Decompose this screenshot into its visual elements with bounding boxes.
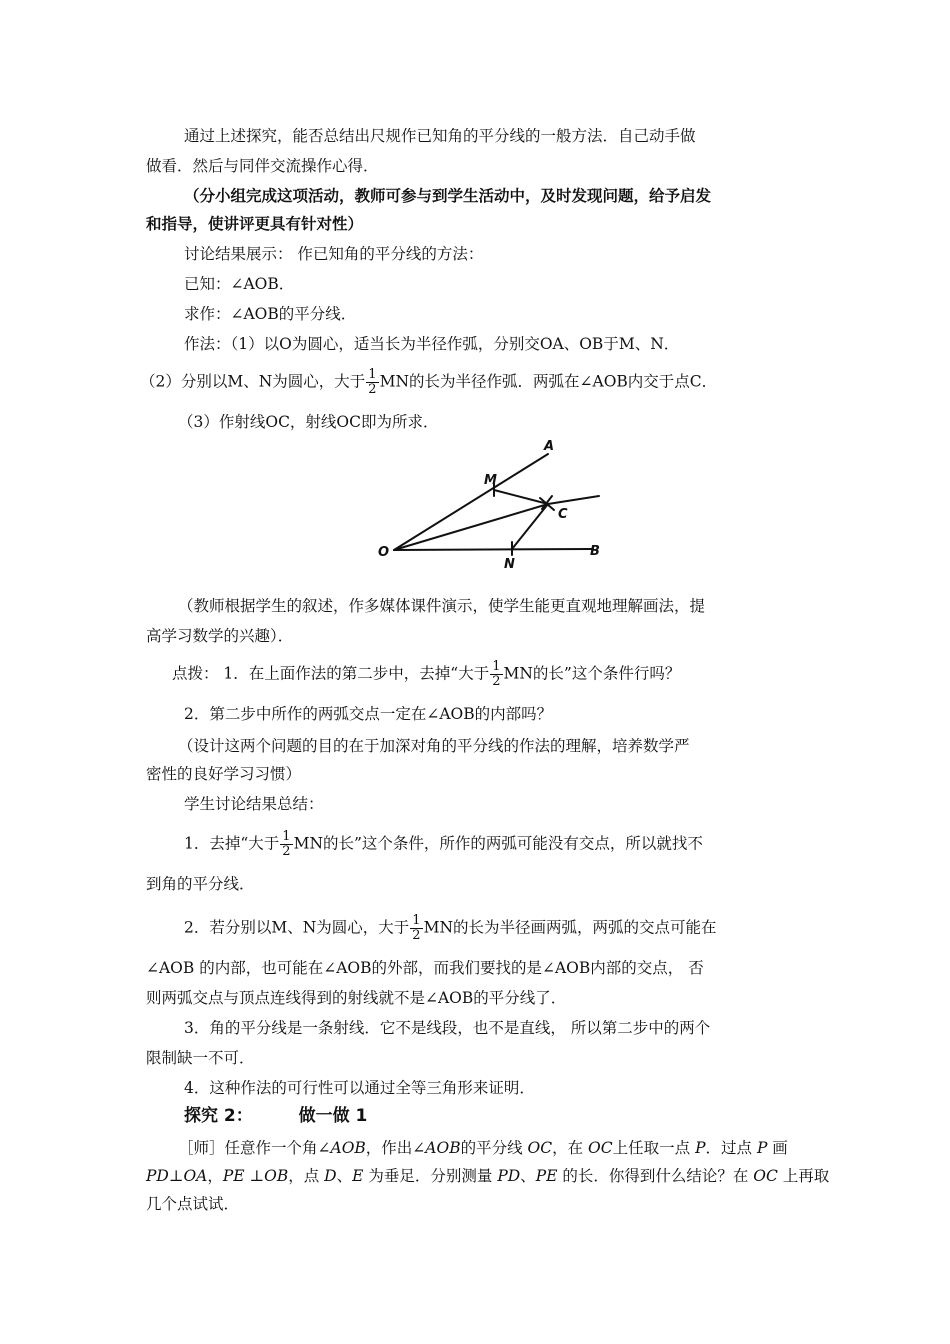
label-c: C: [558, 507, 568, 522]
label-a: A: [544, 439, 555, 454]
discussion-heading: 讨论结果展示： 作已知角的平分线的方法：: [184, 245, 484, 263]
fraction: $\frac{1}{2}$: [492, 659, 501, 689]
method-step-2: （2）分别以M、N为圆心，大于 $\frac{1}{2}$ MN的长为半径作弧．两弧在∠AOB内交于点C．: [140, 367, 718, 397]
ray-oc: [394, 504, 548, 550]
label-m: M: [484, 473, 497, 488]
summary-item-3: 3．角的平分线是一条射线．它不是线段，也不是直线， 所以第二步中的两个: [184, 1019, 711, 1037]
teacher-line-1: ［师］任意作一个角∠AOB，作出∠AOB的平分线 OC，在 OC上任取一点 P．过点 P 画: [178, 1139, 788, 1157]
fraction: $\frac{1}{2}$: [368, 367, 377, 397]
section-subtitle: 做一做 1: [298, 1106, 368, 1126]
section-title: 探究 2：: [184, 1106, 253, 1126]
teacher-line-2: PD⊥OA，PE ⊥OB，点 D、E 为垂足．分别测量 PD、PE 的长．你得到什么结论？在 OC 上再取: [146, 1167, 830, 1185]
arc-stroke: [548, 496, 599, 504]
teaching-note: 高学习数学的兴趣）．: [146, 627, 294, 645]
summary-item-1: 1．去掉“大于 $\frac{1}{2}$ MN的长”这个条件，所作的两弧可能没有交点，所以就找不: [184, 829, 703, 859]
method-step-3: （3）作射线OC，射线OC即为所求．: [178, 413, 439, 431]
hint-question-2: 2．第二步中所作的两弧交点一定在∠AOB的内部吗？: [184, 705, 553, 723]
angle-bisector-figure: [370, 438, 610, 573]
segment-mc: [494, 490, 548, 504]
teaching-note: （设计这两个问题的目的在于加深对角的平分线的作法的理解，培养数学严: [178, 737, 690, 755]
paragraph-line: 通过上述探究，能否总结出尺规作已知角的平分线的一般方法．自己动手做: [184, 127, 696, 145]
summary-item-1-cont: 到角的平分线．: [146, 875, 255, 893]
fraction: $\frac{1}{2}$: [412, 913, 421, 943]
summary-item-3-cont: 限制缺一不可．: [146, 1049, 255, 1067]
known-line: 已知：∠AOB．: [184, 275, 295, 293]
summary-heading: 学生讨论结果总结：: [184, 795, 324, 813]
label-o: O: [378, 545, 390, 560]
label-n: N: [504, 557, 515, 572]
teacher-line-3: 几个点试试．: [146, 1195, 240, 1213]
summary-item-2-cont: ∠AOB 的内部，也可能在∠AOB的外部，而我们要找的是∠AOB内部的交点， 否: [146, 959, 704, 977]
method-step-1: 作法：（1）以O为圆心，适当长为半径作弧，分别交OA、OB于M、N．: [184, 335, 680, 353]
teaching-note: （分小组完成这项活动，教师可参与到学生活动中，及时发现问题，给予启发: [184, 187, 712, 205]
summary-item-2-cont: 则两弧交点与顶点连线得到的射线就不是∠AOB的平分线了．: [146, 989, 567, 1007]
ray-ob: [394, 549, 592, 550]
hint-question-1: 点拨： 1．在上面作法的第二步中，去掉“大于 $\frac{1}{2}$ MN的长”这个条件行吗？: [172, 659, 681, 689]
section-heading: [184, 1104, 810, 1128]
label-b: B: [590, 544, 600, 559]
teaching-note: 和指导，使讲评更具有针对性）: [146, 215, 364, 233]
segment-nc: [512, 504, 548, 549]
ray-oa: [394, 454, 548, 550]
teaching-note: （教师根据学生的叙述，作多媒体课件演示，使学生能更直观地理解画法，提: [178, 597, 706, 615]
paragraph-line: 做看．然后与同伴交流操作心得．: [146, 157, 379, 175]
fraction: $\frac{1}{2}$: [282, 829, 291, 859]
summary-item-4: 4．这种作法的可行性可以通过全等三角形来证明．: [184, 1079, 535, 1097]
summary-item-2: 2．若分别以M、N为圆心，大于 $\frac{1}{2}$ MN的长为半径画两弧，两弧的交点可能在: [184, 913, 717, 943]
teaching-note: 密性的良好学习习惯）: [146, 765, 302, 783]
find-line: 求作：∠AOB的平分线．: [184, 305, 357, 323]
